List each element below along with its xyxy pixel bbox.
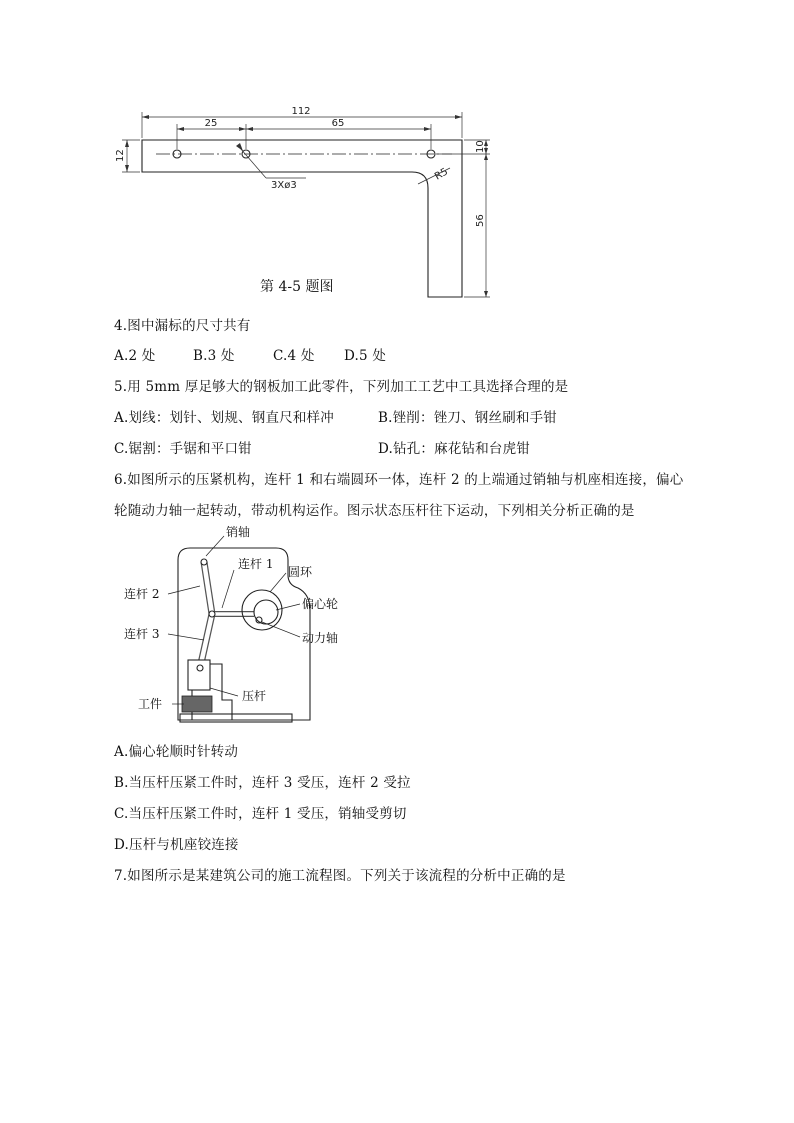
dim-65: 65 <box>331 118 345 129</box>
q6-option-d: D.压杆与机座铰连接 <box>114 837 239 853</box>
q5-option-c: C.锯割：手锯和平口钳 <box>114 441 252 457</box>
q5-option-d: D.钻孔：麻花钻和台虎钳 <box>378 441 531 457</box>
q5-option-b: B.锉削：锉刀、钢丝刷和手钳 <box>378 410 558 426</box>
q4-option-a: A.2 处 <box>114 348 156 364</box>
dim-56: 56 <box>475 214 486 227</box>
label-work: 工件 <box>138 697 163 711</box>
label-cam: 偏心轮 <box>302 597 339 611</box>
base-plate <box>180 714 292 722</box>
press-rod <box>188 660 210 690</box>
q6-option-b: B.当压杆压紧工件时，连杆 3 受压，连杆 2 受拉 <box>114 775 411 791</box>
q6-option-c: C.当压杆压紧工件时，连杆 1 受压，销轴受剪切 <box>114 806 407 822</box>
dim-holes: 3Xø3 <box>271 180 297 191</box>
q5-option-a: A.划线：划针、划规、钢直尺和样冲 <box>114 410 334 426</box>
dim-25: 25 <box>204 118 218 129</box>
label-link1: 连杆 1 <box>238 557 274 571</box>
q4-option-c: C.4 处 <box>273 348 315 364</box>
q6-stem-line2: 轮随动力轴一起转动，带动机构运作。图示状态压杆往下运动，下列相关分析正确的是 <box>114 503 635 519</box>
q4-option-d: D.5 处 <box>344 348 387 364</box>
label-rod: 压杆 <box>242 689 267 703</box>
dim-12: 12 <box>115 149 126 162</box>
q5-stem: 5.用 5mm 厚足够大的钢板加工此零件，下列加工工艺中工具选择合理的是 <box>114 379 569 395</box>
dim-r5: R5 <box>433 166 451 183</box>
q4-option-b: B.3 处 <box>193 348 235 364</box>
eccentric-wheel <box>254 600 278 624</box>
q7-stem: 7.如图所示是某建筑公司的施工流程图。下列关于该流程的分析中正确的是 <box>114 868 566 884</box>
dim-112: 112 <box>291 106 311 117</box>
label-link3: 连杆 3 <box>124 627 160 641</box>
label-pin: 销轴 <box>226 525 251 539</box>
q6-option-a: A.偏心轮顺时针转动 <box>114 744 239 760</box>
q4-stem: 4.图中漏标的尺寸共有 <box>114 318 251 334</box>
workpiece <box>182 696 212 712</box>
q6-stem-line1: 6.如图所示的压紧机构，连杆 1 和右端圆环一体，连杆 2 的上端通过销轴与机座相连接，偏心 <box>114 472 684 488</box>
figure1-caption: 第 4-5 题图 <box>260 279 334 295</box>
dim-10: 10 <box>475 140 486 153</box>
label-shaft: 动力轴 <box>302 631 339 645</box>
label-link2: 连杆 2 <box>124 587 160 601</box>
label-ring: 圆环 <box>288 565 313 579</box>
